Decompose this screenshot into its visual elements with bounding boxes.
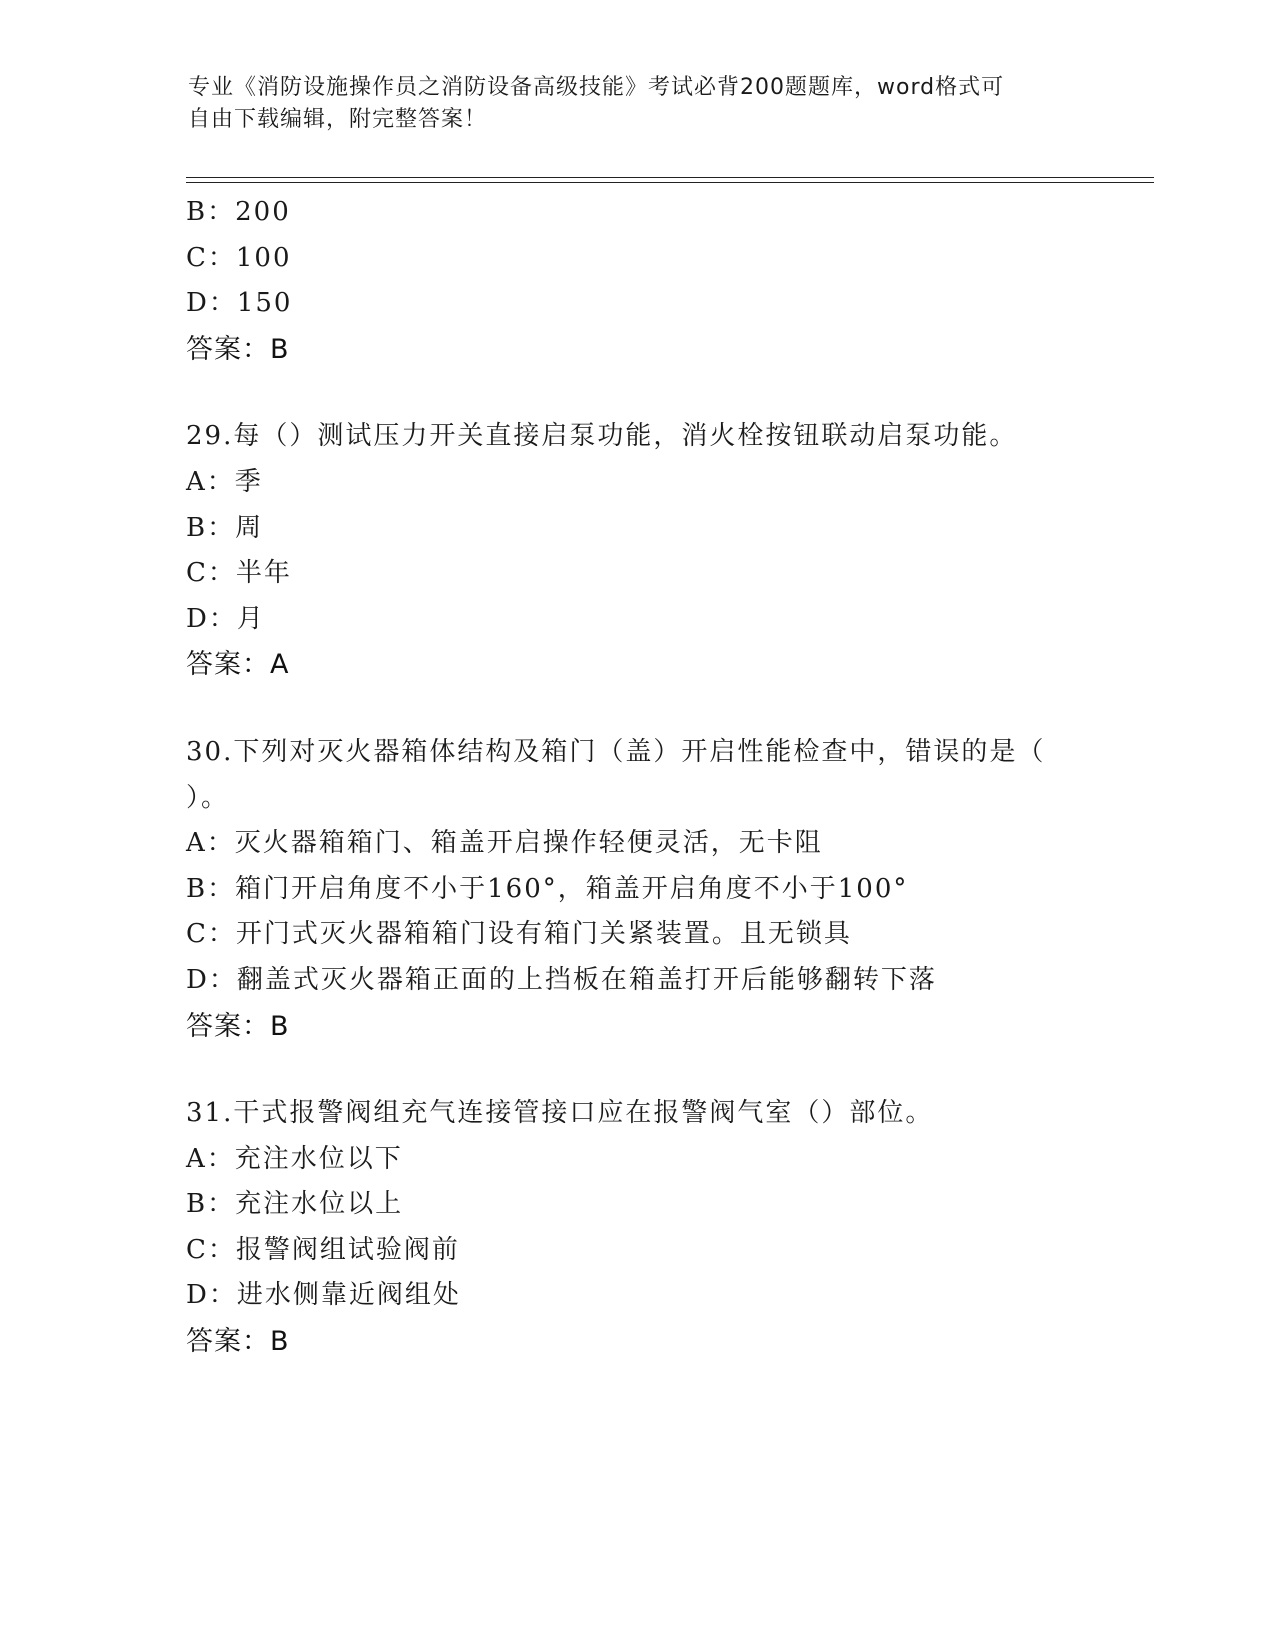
question-title-continued: ）。 xyxy=(186,782,230,813)
answer-line: 答案：B xyxy=(186,1010,290,1042)
header-divider-top xyxy=(186,177,1154,178)
question-title: 29.每（）测试压力开关直接启泵功能，消火栓按钮联动启泵功能。 xyxy=(186,421,1018,452)
question-content xyxy=(186,190,1146,1365)
header-divider-bottom xyxy=(186,182,1154,183)
spacer xyxy=(186,372,1146,414)
question-block-prev xyxy=(186,190,1146,372)
option-c: C：开门式灭火器箱箱门设有箱门关紧装置。且无锁具 xyxy=(186,919,852,950)
option-b: B：充注水位以上 xyxy=(186,1189,404,1220)
header-line-1: 专业《消防设施操作员之消防设备高级技能》考试必背200题题库，word格式可 xyxy=(188,75,1005,100)
option-c: C：报警阀组试验阀前 xyxy=(186,1234,460,1265)
question-block-31 xyxy=(186,1091,1146,1365)
question-block-29 xyxy=(186,414,1146,688)
spacer xyxy=(186,1049,1146,1091)
option-d: D：翻盖式灭火器箱正面的上挡板在箱盖打开后能够翻转下落 xyxy=(186,964,937,995)
option-a: A：充注水位以下 xyxy=(186,1143,403,1174)
spacer xyxy=(186,688,1146,730)
option-a: A：季 xyxy=(186,466,263,497)
answer-line: 答案：B xyxy=(186,333,290,365)
question-title: 31.干式报警阀组充气连接管接口应在报警阀气室（）部位。 xyxy=(186,1098,934,1129)
option-d: D：进水侧靠近阀组处 xyxy=(186,1280,461,1311)
header-line-2: 自由下载编辑，附完整答案！ xyxy=(188,107,488,132)
document-header xyxy=(188,72,1068,136)
answer-line: 答案：B xyxy=(186,1326,290,1358)
option-d: D：150 xyxy=(186,288,293,319)
option-b: B：箱门开启角度不小于160°，箱盖开启角度不小于100° xyxy=(186,873,909,904)
option-b: B：200 xyxy=(186,197,291,227)
question-block-30 xyxy=(186,730,1146,1049)
question-title: 30.下列对灭火器箱体结构及箱门（盖）开启性能检查中，错误的是（ xyxy=(186,736,1046,767)
option-d: D：月 xyxy=(186,603,265,634)
option-c: C：半年 xyxy=(186,558,292,589)
option-a: A：灭火器箱箱门、箱盖开启操作轻便灵活，无卡阻 xyxy=(186,828,823,859)
option-b: B：周 xyxy=(186,512,264,543)
option-c: C：100 xyxy=(186,242,292,273)
answer-line: 答案：A xyxy=(186,649,290,681)
